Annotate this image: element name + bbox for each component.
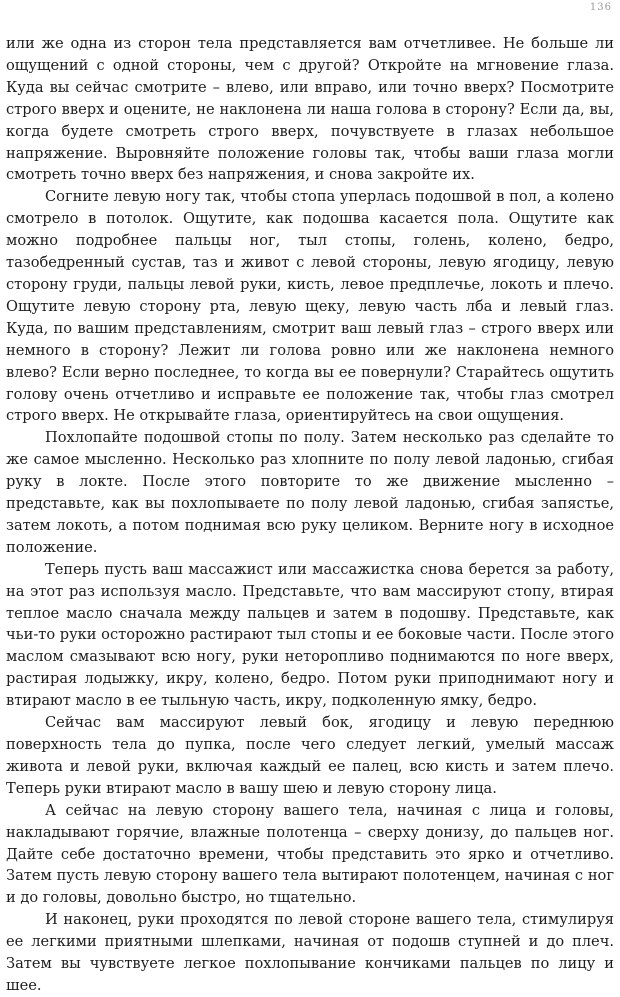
paragraph: А сейчас на левую сторону вашего тела, начиная с лица и головы, накладывают горячие, влажные полотенца – сверху донизу, до пальцев ног. Дайте себе достаточно времени, чтобы представить это ярко и отчетливо. Затем пусть левую сторону вашего тела вытирают полотенцем, начиная с ног и до головы, довольно быстро, но тщательно.: [6, 801, 614, 907]
paragraph: Согните левую ногу так, чтобы стопа уперлась подошвой в пол, а колено смотрело в потолок. Ощутите, как подошва касается пола. Ощутите как можно подробнее пальцы ног, тыл стопы, голень, колено, бедро, тазобедренный сустав, таз и живот с левой стороны, левую ягодицу, левую сторону груди, пальцы левой руки, кисть, левое предплечье, локоть и плечо. Ощутите левую сторону рта, левую щеку, левую часть лба и левый глаз. Куда, по вашим представлениям, смотрит ваш левый глаз – строго вверх или немного в сторону? Лежит ли голова ровно или же наклонена немного влево? Если верно последнее, то когда вы ее повернули? Старайтесь ощутить голову очень отчетливо и исправьте ее положение так, чтобы глаз смотрел строго вверх. Не открывайте глаза, ориентируйтесь на свои ощущения.: [6, 188, 614, 425]
paragraph: Похлопайте подошвой стопы по полу. Затем несколько раз сделайте то же самое мысленно. Несколько раз хлопните по полу левой ладонью, сгибая руку в локте. После этого повторите то же движение мысленно – представьте, как вы похлопываете по полу левой ладонью, сгибая запястье, затем локоть, а потом поднимая всю руку целиком. Верните ногу в исходное положение.: [6, 429, 614, 556]
paragraph: И наконец, руки проходятся по левой стороне вашего тела, стимулируя ее легкими приятными шлепками, начиная от подошв ступней и до плеч. Затем вы чувствуете легкое похлопывание кончиками пальцев по лицу и шее.: [6, 911, 614, 994]
page-number: 136: [589, 2, 612, 13]
paragraph: Теперь пусть ваш массажист или массажистка снова берется за работу, на этот раз используя масло. Представьте, что вам массируют стопу, втирая теплое масло сначала между пальцев и затем в подошву. Представьте, как чьи-то руки осторожно растирают тыл стопы и ее боковые части. После этого маслом смазывают всю ногу, руки неторопливо поднимаются по ноге вверх, растирая лодыжку, икру, колено, бедро. Потом руки приподнимают ногу и втирают масло в ее тыльную часть, икру, подколенную ямку, бедро.: [6, 560, 614, 710]
paragraph: или же одна из сторон тела представляется вам отчетливее. Не больше ли ощущений с одной стороны, чем с другой? Откройте на мгновение глаза. Куда вы сейчас смотрите – влево, или вправо, или точно вверх? Посмотрите строго вверх и оцените, не наклонена ли наша голова в сторону? Если да, вы, когда будете смотреть строго вверх, почувствуете в глазах небольшое напряжение. Выровняйте положение головы так, чтобы ваши глаза могли смотреть точно вверх без напряжения, и снова закройте их.: [6, 35, 614, 184]
body-text: [6, 33, 614, 997]
paragraph: Сейчас вам массируют левый бок, ягодицу и левую переднюю поверхность тела до пупка, после чего следует легкий, умелый массаж живота и левой руки, включая каждый ее палец, всю кисть и затем плечо. Теперь руки втирают масло в вашу шею и левую сторону лица.: [6, 714, 614, 797]
